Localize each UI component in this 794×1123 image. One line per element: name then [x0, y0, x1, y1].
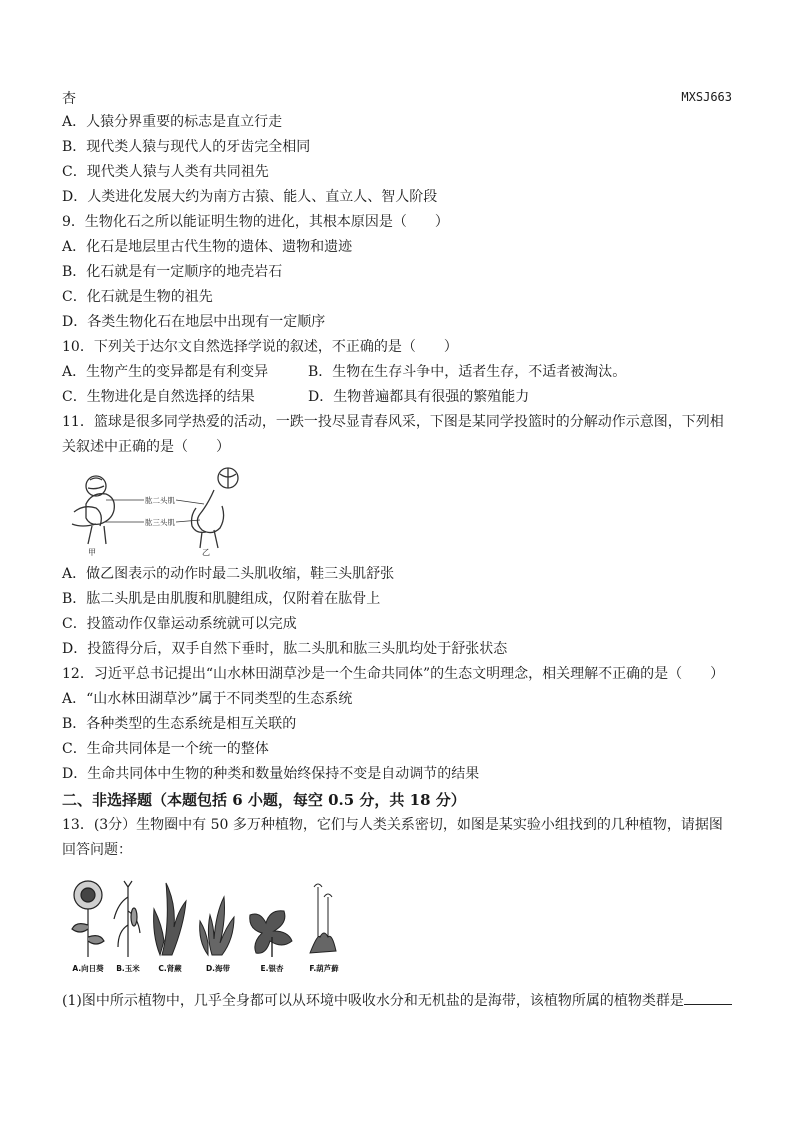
q11-stem: 11．篮球是很多同学热爱的活动，一跌一投尽显青春风采，下图是某同学投篮时的分解动作示意图，下列相关叙述中正确的是（ ） [62, 414, 724, 455]
plants-diagram [62, 867, 372, 985]
q10-stem: 10．下列关于达尔文自然选择学说的叙述，不正确的是（ ） [62, 339, 458, 355]
answer-blank[interactable] [684, 990, 732, 1005]
exam-page [62, 88, 732, 1014]
caption-yi: 乙 [202, 548, 210, 556]
plant-label-c: C.肾蕨 [158, 964, 182, 973]
q11-option-a: A．做乙图表示的动作时最二头肌收缩，鞋三头肌舒张 [62, 566, 395, 582]
q13-sub-question-1 [62, 989, 732, 1014]
q13-stem: 13．(3分）生物圈中有 50 多万种植物，它们与人类关系密切，如图是某实验小组找到的几种植物，请据图回答问题： [62, 817, 723, 858]
section-title-non-choice: 二、非选择题（本题包括 6 小题，每空 0.5 分，共 18 分） [62, 791, 466, 809]
q10-option-d: D．生物普遍都具有很强的繁殖能力 [308, 389, 530, 405]
question-9 [62, 210, 732, 335]
q10-options-row-1 [62, 360, 732, 385]
question-10 [62, 335, 732, 410]
plant-label-a: A.向日葵 [72, 964, 104, 973]
question-13 [62, 813, 732, 1014]
q8-option-d: D．人类进化发展大约为南方古猿、能人、直立人、智人阶段 [62, 189, 438, 205]
moss-illustration [310, 884, 336, 953]
q8-option-a: A．人猿分界重要的标志是直立行走 [62, 114, 283, 130]
q9-option-d: D．各类生物化石在地层中出现有一定顺序 [62, 314, 326, 330]
q10-options-row-2 [62, 385, 732, 410]
corn-illustration [114, 881, 140, 957]
q10-option-a: A．生物产生的变异都是有利变异 [62, 364, 269, 380]
ginkgo-illustration [250, 911, 292, 957]
q9-option-b: B．化石就是有一定顺序的地壳岩石 [62, 264, 283, 280]
q8-option-c: C．现代类人猿与人类有共同祖先 [62, 164, 269, 180]
q10-option-b: B．生物在生存斗争中，适者生存，不适者被淘汰。 [308, 364, 627, 380]
fern-illustration [154, 883, 186, 955]
q12-option-d: D．生命共同体中生物的种类和数量始终保持不变是自动调节的结果 [62, 766, 480, 782]
q12-option-b: B．各种类型的生态系统是相互关联的 [62, 716, 297, 732]
plant-label-b: B.玉米 [116, 964, 140, 973]
q11-option-b: B．肱二头肌是由肌腹和肌腱组成，仅附着在肱骨上 [62, 591, 381, 607]
plants-figure [62, 867, 732, 985]
q11-option-c: C．投篮动作仅靠运动系统就可以完成 [62, 616, 297, 632]
arm-muscle-diagram [64, 464, 254, 556]
plant-label-e: E.银杏 [260, 964, 284, 973]
paper-code: MXSJ663 [681, 90, 732, 104]
plant-label-d: D.海带 [205, 964, 231, 973]
q8-option-b: B．现代类人猿与现代人的牙齿完全相同 [62, 139, 311, 155]
q13-sub1-text: (1)图中所示植物中，几乎全身都可以从环境中吸收水分和无机盐的是海带，该植物所属的植物类群是 [62, 993, 684, 1009]
plant-label-f: F.葫芦藓 [309, 964, 339, 973]
figure-left-arm [72, 476, 114, 544]
page-header [62, 88, 732, 110]
label-triceps: 肱三头肌 [145, 518, 175, 527]
caption-jia: 甲 [88, 548, 96, 556]
figure-right-arm [192, 468, 239, 548]
q12-stem: 12．习近平总书记提出“山水林田湖草沙是一个生命共同体”的生态文明理念，相关理解不正确的是（ ） [62, 666, 725, 682]
q9-option-c: C．化石就是生物的祖先 [62, 289, 213, 305]
basketball-arm-figure [64, 464, 732, 556]
question-12 [62, 662, 732, 787]
q12-option-a: A．“山水林田湖草沙”属于不同类型的生态系统 [62, 691, 353, 707]
question-8-options [62, 110, 732, 210]
question-11 [62, 410, 732, 662]
header-left-text: 杏 [62, 91, 76, 107]
q11-option-d: D．投篮得分后，双手自然下垂时，肱二头肌和肱三头肌均处于舒张状态 [62, 641, 508, 657]
q9-option-a: A．化石是地层里古代生物的遗体、遗物和遗迹 [62, 239, 353, 255]
label-biceps: 肱二头肌 [145, 496, 175, 505]
kelp-illustration [200, 897, 234, 955]
q9-stem: 9．生物化石之所以能证明生物的进化，其根本原因是（ ） [62, 214, 449, 230]
q10-option-c: C．生物进化是自然选择的结果 [62, 389, 255, 405]
q12-option-c: C．生命共同体是一个统一的整体 [62, 741, 269, 757]
sunflower-illustration [72, 881, 104, 957]
